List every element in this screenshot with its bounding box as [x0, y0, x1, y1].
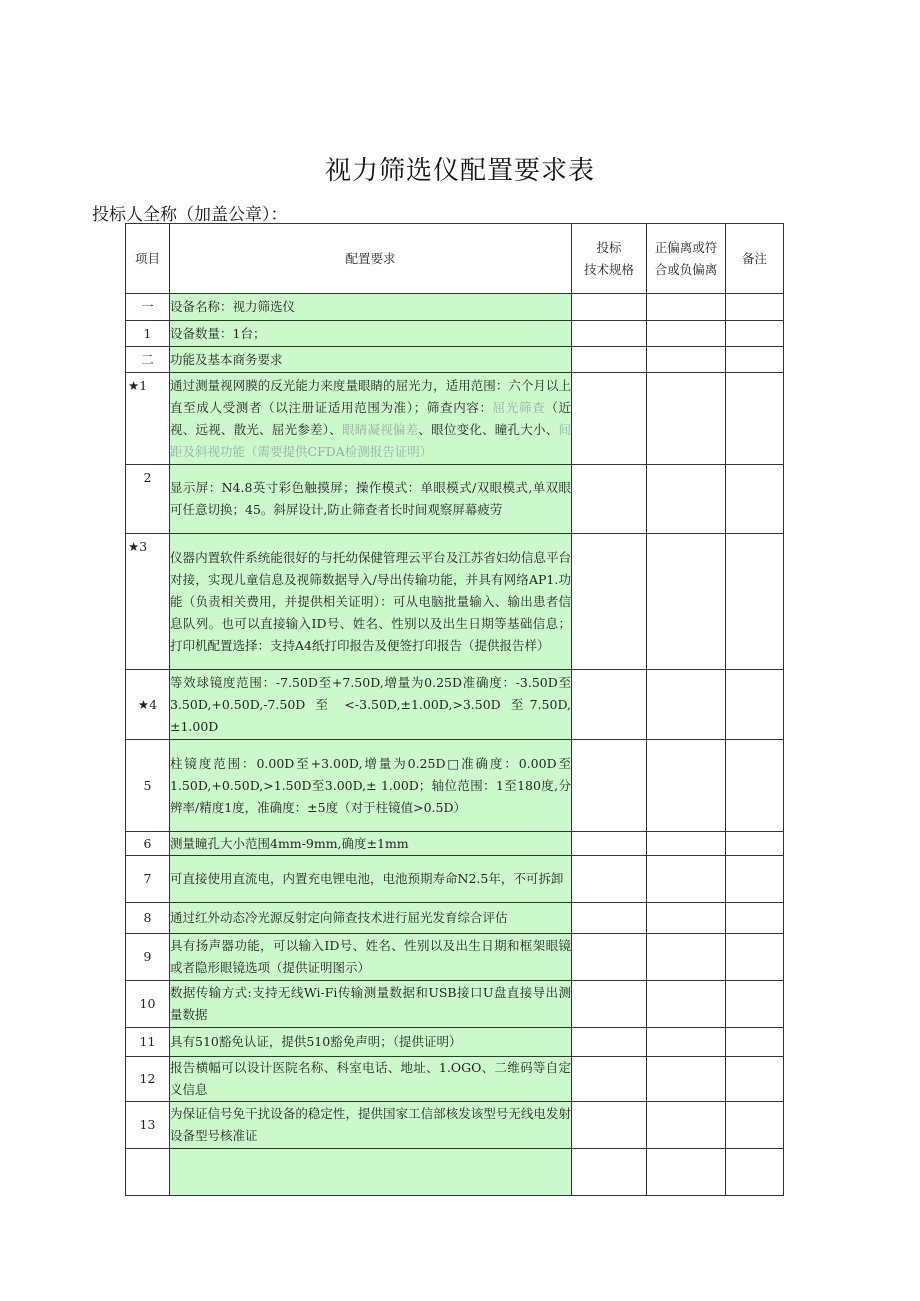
remark-cell[interactable] [726, 832, 784, 856]
req-text-part: 、眼位变化、瞳孔大小、 [418, 421, 559, 437]
row-number: ★1 [126, 373, 170, 465]
req-text-muted: （需要提供CFDA检测报告证明） [245, 443, 433, 459]
spec-cell[interactable] [572, 832, 647, 856]
table-row [126, 670, 784, 740]
header-spec [572, 224, 647, 294]
row-number: 9 [126, 934, 170, 981]
row-number: ★3 [126, 534, 170, 670]
spec-cell[interactable] [572, 1028, 647, 1057]
spec-cell[interactable] [572, 856, 647, 903]
spec-cell[interactable] [572, 670, 647, 740]
row-requirement [170, 373, 572, 465]
table-row [126, 534, 784, 670]
remark-cell[interactable] [726, 856, 784, 903]
row-number: ★4 [126, 670, 170, 740]
spec-cell[interactable] [572, 934, 647, 981]
header-item: 项目 [126, 224, 170, 294]
row-requirement: 具有510豁免认证，提供510豁免声明；（提供证明） [170, 1028, 572, 1057]
remark-cell[interactable] [726, 934, 784, 981]
row-requirement: 设备数量：1台； [170, 321, 572, 347]
table-row [126, 347, 784, 373]
row-requirement: 功能及基本商务要求 [170, 347, 572, 373]
table-row [126, 856, 784, 903]
header-deviation-line2: 合或负偏离 [654, 261, 718, 277]
deviation-cell[interactable] [647, 1028, 726, 1057]
remark-cell[interactable] [726, 465, 784, 534]
spec-cell[interactable] [572, 347, 647, 373]
deviation-cell[interactable] [647, 465, 726, 534]
row-requirement: 柱镜度范围：0.00D至+3.00D,增量为0.25D□准确度：0.00D至1.50D,+0.50D,>1.50D至3.00D,± 1.00D；轴位范围：1至180度,分辨率/精度1度，准确度：±5度（对于柱镜值>0.5D） [170, 740, 572, 832]
deviation-cell[interactable] [647, 856, 726, 903]
deviation-cell[interactable] [647, 832, 726, 856]
row-requirement: 设备名称：视力筛选仪 [170, 294, 572, 321]
row-requirement: 可直接使用直流电，内置充电锂电池，电池预期寿命N2.5年，不可拆卸 [170, 856, 572, 903]
table-row [126, 832, 784, 856]
bidder-name-label: 投标人全称（加盖公章）： [92, 205, 288, 225]
remark-cell[interactable] [726, 981, 784, 1028]
remark-cell[interactable] [726, 321, 784, 347]
row-requirement: 为保证信号免干扰设备的稳定性，提供国家工信部核发该型号无线电发射设备型号核准证 [170, 1102, 572, 1149]
table-row [126, 1057, 784, 1102]
table-row [126, 934, 784, 981]
req-text-part: 通过测量视网膜的反光能力来度量眼睛的屈光力，适用范围：六个月以上直至成人受测者（以注册证适用范围为准）；筛查内容： [170, 377, 571, 415]
remark-cell[interactable] [726, 1149, 784, 1196]
deviation-cell[interactable] [647, 934, 726, 981]
table-row [126, 373, 784, 465]
spec-cell[interactable] [572, 1149, 647, 1196]
header-spec-line1: 投标 [596, 239, 622, 255]
remark-cell[interactable] [726, 373, 784, 465]
table-row [126, 740, 784, 832]
row-number: 一 [126, 294, 170, 321]
row-requirement: 显示屏：N4.8英寸彩色触摸屏；操作模式：单眼模式/双眼模式,单双眼可任意切换；45。斜屏设计,防止筛查者长时间观察屏幕疲劳 [170, 465, 572, 534]
row-requirement: 等效球镜度范围：-7.50D至+7.50D,增量为0.25D准确度：-3.50D至 3.50D,+0.50D,-7.50D 至 <-3.50D,±1.00D,>3.50D 至7.50D,±1.00D [170, 670, 572, 740]
remark-cell[interactable] [726, 670, 784, 740]
row-number: 8 [126, 903, 170, 934]
remark-cell[interactable] [726, 1057, 784, 1102]
header-deviation-line1: 正偏离或符 [654, 239, 718, 255]
spec-cell[interactable] [572, 1102, 647, 1149]
row-requirement: 具有扬声器功能，可以输入ID号、姓名、性别以及出生日期和框架眼镜或者隐形眼镜选项（提供证明图示） [170, 934, 572, 981]
row-number: 二 [126, 347, 170, 373]
spec-cell[interactable] [572, 534, 647, 670]
row-number: 7 [126, 856, 170, 903]
spec-cell[interactable] [572, 981, 647, 1028]
row-number: 5 [126, 740, 170, 832]
remark-cell[interactable] [726, 1102, 784, 1149]
spec-cell[interactable] [572, 321, 647, 347]
deviation-cell[interactable] [647, 1149, 726, 1196]
deviation-cell[interactable] [647, 373, 726, 465]
deviation-cell[interactable] [647, 534, 726, 670]
table-row [126, 1149, 784, 1196]
deviation-cell[interactable] [647, 740, 726, 832]
req-text-muted: 间距及斜视功能 [170, 421, 571, 459]
row-number: 2 [126, 465, 170, 534]
spec-cell[interactable] [572, 740, 647, 832]
requirements-table [125, 223, 784, 1196]
row-requirement: 通过红外动态冷光源反射定向筛查技术进行屈光发育综合评估 [170, 903, 572, 934]
table-row [126, 1102, 784, 1149]
remark-cell[interactable] [726, 534, 784, 670]
req-text-part: （近视、远视、散光、屈光参差）、 [170, 399, 571, 437]
remark-cell[interactable] [726, 347, 784, 373]
remark-cell[interactable] [726, 294, 784, 321]
header-row [126, 224, 784, 294]
deviation-cell[interactable] [647, 294, 726, 321]
header-deviation [647, 224, 726, 294]
row-requirement: 仪器内置软件系统能很好的与托幼保健管理云平台及江苏省妇幼信息平台对接，实现儿童信息及视筛数据导入/导出传输功能，并具有网络AP1.功能（负责相关费用，并提供相关证明）：可从电脑批量输入、输出患者信息队列。也可以直接输入ID号、姓名、性别以及出生日期等基础信息；打印机配置选择：支持A4纸打印报告及便签打印报告（提供报告样） [170, 534, 572, 670]
deviation-cell[interactable] [647, 981, 726, 1028]
req-text-muted: 屈光筛查 [492, 399, 546, 415]
row-requirement: 报告横幅可以设计医院名称、科室电话、地址、1.OGO、二维码等自定义信息 [170, 1057, 572, 1102]
deviation-cell[interactable] [647, 347, 726, 373]
table-row [126, 903, 784, 934]
row-number: 6 [126, 832, 170, 856]
table-row [126, 1028, 784, 1057]
remark-cell[interactable] [726, 903, 784, 934]
deviation-cell[interactable] [647, 903, 726, 934]
row-number [126, 1149, 170, 1196]
row-number: 12 [126, 1057, 170, 1102]
row-number: 13 [126, 1102, 170, 1149]
spec-cell[interactable] [572, 465, 647, 534]
deviation-cell[interactable] [647, 1102, 726, 1149]
req-text-muted: 眼睛凝视偏差 [342, 421, 419, 437]
header-requirement: 配置要求 [170, 224, 572, 294]
spec-cell[interactable] [572, 373, 647, 465]
table-row [126, 465, 784, 534]
table-row [126, 321, 784, 347]
spec-cell[interactable] [572, 1057, 647, 1102]
spec-cell[interactable] [572, 294, 647, 321]
header-remark: 备注 [726, 224, 784, 294]
table-row [126, 294, 784, 321]
remark-cell[interactable] [726, 740, 784, 832]
deviation-cell[interactable] [647, 1057, 726, 1102]
page-title: 视力筛选仪配置要求表 [324, 156, 595, 186]
table-row [126, 981, 784, 1028]
row-requirement [170, 1149, 572, 1196]
deviation-cell[interactable] [647, 321, 726, 347]
row-number: 11 [126, 1028, 170, 1057]
row-requirement: 数据传输方式:支持无线Wi-Fi传输测量数据和USB接口U盘直接导出测量数据 [170, 981, 572, 1028]
remark-cell[interactable] [726, 1028, 784, 1057]
row-number: 10 [126, 981, 170, 1028]
row-number: 1 [126, 321, 170, 347]
row-requirement: 测量瞳孔大小范围4mm-9mm,确度±1mm [170, 832, 572, 856]
header-spec-line2: 技术规格 [583, 261, 634, 277]
deviation-cell[interactable] [647, 670, 726, 740]
spec-cell[interactable] [572, 903, 647, 934]
